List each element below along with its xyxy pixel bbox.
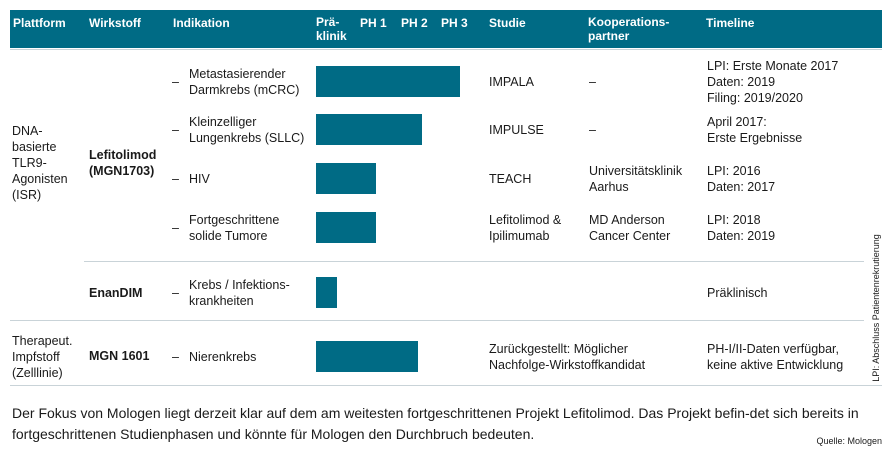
- header-praeklinik-line1: Prä-: [316, 15, 340, 29]
- indication-bullet: –: [172, 350, 179, 364]
- timeline-label-line: LPI: 2016: [707, 164, 761, 178]
- phase-bar: [316, 66, 460, 97]
- partner-label: [589, 163, 682, 195]
- header-kooperation-line1: Kooperations-: [588, 15, 670, 29]
- timeline-label-line: Präklinisch: [707, 286, 768, 300]
- header-plattform: Plattform: [13, 16, 66, 30]
- platform-impfstoff-line: (Zelllinie): [12, 366, 63, 380]
- header-kooperation: [588, 15, 669, 43]
- timeline-label-line: Daten: 2019: [707, 229, 776, 243]
- partner-label: [589, 74, 596, 90]
- phase-bar: [316, 341, 418, 372]
- partner-label-line: Universitätsklinik: [589, 164, 683, 178]
- indication-label: [189, 349, 256, 365]
- timeline-label-line: Daten: 2017: [707, 180, 776, 194]
- timeline-label: [707, 285, 767, 301]
- divider-enandim: [84, 261, 864, 262]
- indication-label: [189, 212, 279, 244]
- header-indikation: Indikation: [173, 16, 230, 30]
- platform-impfstoff: [12, 333, 72, 381]
- study-label: [489, 171, 531, 187]
- study-label: [489, 74, 534, 90]
- timeline-label-line: LPI: 2018: [707, 213, 761, 227]
- indication-label-line: Kleinzelliger: [189, 115, 257, 129]
- header-timeline: Timeline: [706, 16, 755, 30]
- platform-impfstoff-line: Therapeut.: [12, 334, 73, 348]
- indication-label: [189, 277, 290, 309]
- timeline-label-line: Erste Ergebnisse: [707, 131, 803, 145]
- header-ph2: PH 2: [401, 16, 428, 30]
- indication-bullet: –: [172, 123, 179, 137]
- study-label-line: Nachfolge-Wirkstoffkandidat: [489, 358, 646, 372]
- timeline-label: [707, 114, 802, 146]
- source-note: Quelle: Mologen: [816, 436, 882, 446]
- indication-label: [189, 114, 304, 146]
- wirkstoff-lefitolimod-line: (MGN1703): [89, 164, 155, 178]
- wirkstoff-lefitolimod: [89, 147, 156, 179]
- study-label-line: TEACH: [489, 172, 532, 186]
- timeline-label-line: keine aktive Entwicklung: [707, 358, 844, 372]
- table-header: [10, 10, 882, 48]
- header-ph3: PH 3: [441, 16, 468, 30]
- platform-dna: [12, 123, 68, 203]
- study-label-line: IMPULSE: [489, 123, 544, 137]
- platform-dna-line: (ISR): [12, 188, 42, 202]
- indication-label-line: krankheiten: [189, 294, 254, 308]
- indication-bullet: –: [172, 221, 179, 235]
- timeline-label-line: Filing: 2019/2020: [707, 91, 803, 105]
- timeline-label: [707, 341, 843, 373]
- header-wirkstoff: Wirkstoff: [89, 16, 141, 30]
- caption: Der Fokus von Mologen liegt derzeit klar auf dem am weitesten fortgeschrittenen Projekt Lefitolimod. Das Projekt befin-det sich bereits in fortgeschrittenen Studienphasen und könnte für Mologen den Durchbruch bedeuten.: [12, 405, 859, 442]
- indication-bullet: –: [172, 286, 179, 300]
- study-label: [489, 122, 544, 138]
- partner-label-line: MD Anderson: [589, 213, 665, 227]
- indication-label-line: Nierenkrebs: [189, 350, 257, 364]
- partner-label-line: Aarhus: [589, 180, 629, 194]
- timeline-label: [707, 163, 775, 195]
- indication-bullet: –: [172, 172, 179, 186]
- partner-label: [589, 212, 670, 244]
- partner-label: [589, 122, 596, 138]
- side-note: [866, 228, 886, 388]
- study-label-line: IMPALA: [489, 75, 534, 89]
- indication-label-line: Lungenkrebs (SLLC): [189, 131, 305, 145]
- indication-label-line: Fortgeschrittene: [189, 213, 280, 227]
- timeline-label-line: LPI: Erste Monate 2017: [707, 59, 839, 73]
- indication-label: [189, 171, 210, 187]
- indication-label-line: solide Tumore: [189, 229, 268, 243]
- header-praeklinik-line2: klinik: [316, 29, 347, 43]
- divider-top: [10, 49, 882, 50]
- indication-bullet: –: [172, 75, 179, 89]
- timeline-label-line: Daten: 2019: [707, 75, 776, 89]
- study-label-line: Lefitolimod &: [489, 213, 562, 227]
- study-label: [489, 212, 561, 244]
- phase-bar: [316, 114, 422, 145]
- study-label-line: Ipilimumab: [489, 229, 550, 243]
- phase-bar: [316, 163, 376, 194]
- study-label: [489, 341, 645, 373]
- study-label-line: Zurückgestellt: Möglicher: [489, 342, 628, 356]
- platform-dna-line: Agonisten: [12, 172, 68, 186]
- platform-dna-line: DNA-: [12, 124, 43, 138]
- divider-mgn1601: [10, 320, 864, 321]
- header-praeklinik: [316, 15, 347, 43]
- indication-label-line: Metastasierender: [189, 67, 286, 81]
- platform-dna-line: TLR9-: [12, 156, 47, 170]
- header-ph1: PH 1: [360, 16, 387, 30]
- partner-label-line: –: [589, 123, 596, 137]
- platform-impfstoff-line: Impfstoff: [12, 350, 60, 364]
- indication-label-line: HIV: [189, 172, 210, 186]
- wirkstoff-enandim: EnanDIM: [89, 286, 143, 300]
- timeline-label: [707, 58, 838, 106]
- phase-bar: [316, 277, 337, 308]
- header-studie: Studie: [489, 16, 526, 30]
- divider-bottom: [10, 385, 882, 386]
- wirkstoff-lefitolimod-line: Lefitolimod: [89, 148, 157, 162]
- phase-bar: [316, 212, 376, 243]
- partner-label-line: –: [589, 75, 596, 89]
- indication-label-line: Darmkrebs (mCRC): [189, 83, 300, 97]
- timeline-label-line: PH-I/II-Daten verfügbar,: [707, 342, 840, 356]
- header-kooperation-line2: partner: [588, 29, 630, 43]
- partner-label-line: Cancer Center: [589, 229, 671, 243]
- side-note-text: LPI: Abschluss Patientenrekrutierung: [871, 234, 881, 382]
- platform-dna-line: basierte: [12, 140, 57, 154]
- indication-label-line: Krebs / Infektions-: [189, 278, 290, 292]
- timeline-label: [707, 212, 775, 244]
- indication-label: [189, 66, 299, 98]
- timeline-label-line: April 2017:: [707, 115, 767, 129]
- wirkstoff-mgn1601: MGN 1601: [89, 349, 150, 363]
